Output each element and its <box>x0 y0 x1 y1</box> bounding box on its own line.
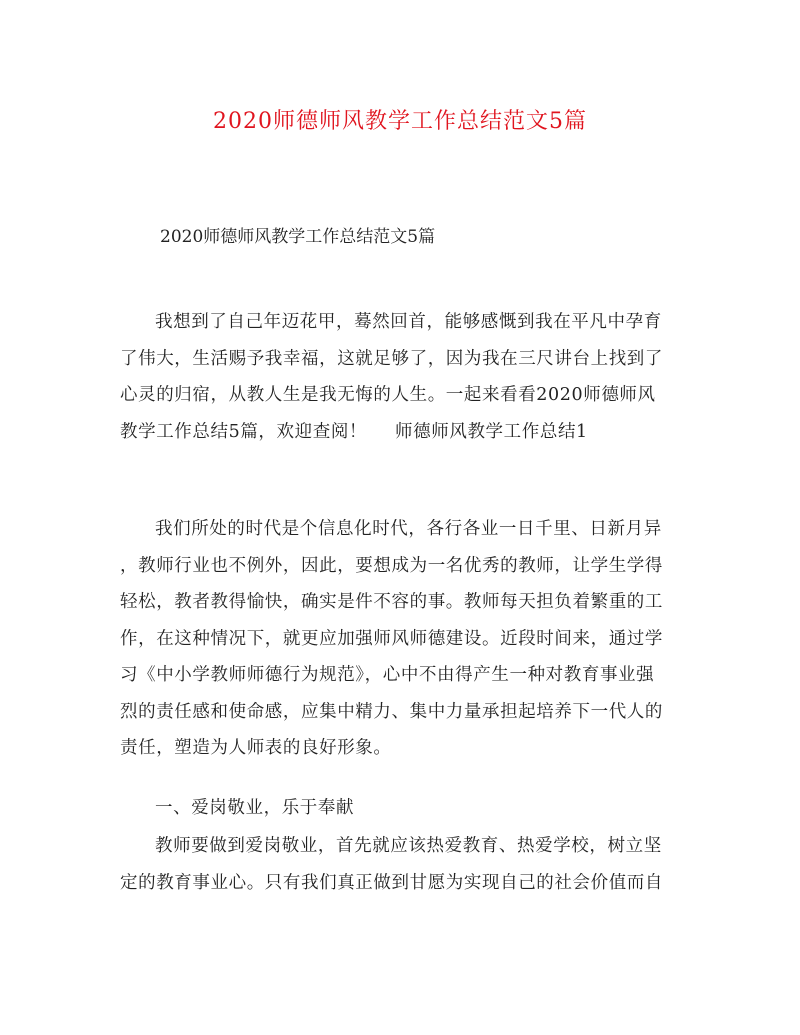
section1-line-2: 定的教育事业心。只有我们真正做到甘愿为实现自己的社会价值而自 <box>120 872 663 893</box>
body-line-7: 责任，塑造为人师表的良好形象。 <box>120 738 392 758</box>
section1-heading: 一、爱岗敬业，乐于奉献 <box>155 798 355 818</box>
document-subtitle: 2020师德师风教学工作总结范文5篇 <box>160 227 436 247</box>
body-line-1: 我们所处的时代是个信息化时代，各行各业一日千里、日新月异 <box>155 519 662 539</box>
section1-paragraph <box>120 828 680 901</box>
document-title: 2020师德师风教学工作总结范文5篇 <box>213 109 587 134</box>
body-line-3: 轻松，教者教得愉快，确实是件不容的事。教师每天担负着繁重的工 <box>120 592 663 612</box>
intro-line-3: 心灵的归宿，从教人生是我无悔的人生。一起来看看2020师德师风 <box>120 385 656 405</box>
body-line-5: 习《中小学教师师德行为规范》，心中不由得产生一种对教育事业强 <box>120 665 655 685</box>
section1-line-1: 教师要做到爱岗敬业，首先就应该热爱教育、热爱学校，树立坚 <box>155 836 662 856</box>
body-paragraph <box>120 511 680 767</box>
body-line-6: 烈的责任感和使命感，应集中精力、集中力量承担起培养下一代人的 <box>120 701 663 722</box>
intro-line-4a: 教学工作总结5篇，欢迎查阅！ <box>120 421 368 442</box>
intro-line-4b: 师德师风教学工作总结1 <box>395 421 588 442</box>
intro-paragraph <box>120 304 680 450</box>
body-line-4: 作，在这种情况下，就更应加强师风师德建设。近段时间来，通过学 <box>120 628 663 649</box>
intro-line-4 <box>120 414 680 451</box>
body-line-2: ，教师行业也不例外，因此，要想成为一名优秀的教师，让学生学得 <box>120 555 663 576</box>
intro-line-2: 了伟大，生活赐予我幸福，这就足够了，因为我在三尺讲台上找到了 <box>120 348 663 369</box>
section-heading <box>120 790 680 827</box>
intro-line-1: 我想到了自己年迈花甲，蓦然回首，能够感慨到我在平凡中孕育 <box>155 312 662 332</box>
